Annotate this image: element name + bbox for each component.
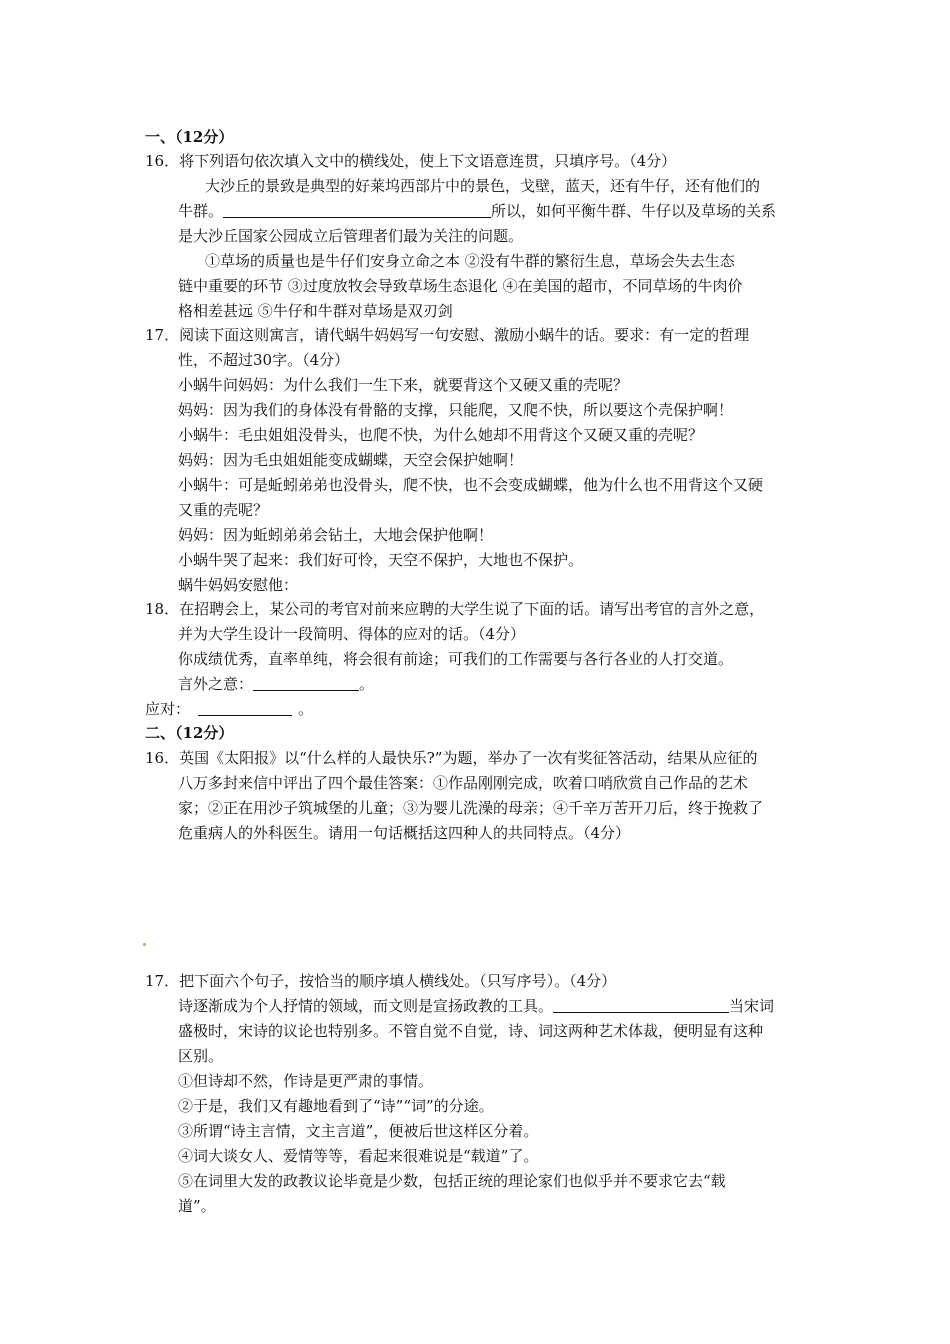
q18-implication-label: 言外之意： bbox=[178, 675, 254, 693]
s2-q17-passage-line: 区别。 bbox=[178, 1047, 224, 1065]
q18-quote: 你成绩优秀，直率单纯，将会很有前途；可我们的工作需要与各行各业的人打交道。 bbox=[178, 650, 734, 668]
s2-q17-passage-text: 当宋词 bbox=[729, 997, 775, 1015]
s2-q17-passage-line bbox=[178, 994, 774, 1019]
s2-q17-option: ④词大谈女人、爱情等等，看起来很难说是“载道”了。 bbox=[178, 1147, 539, 1165]
s2-q17-option: 道”。 bbox=[178, 1197, 216, 1215]
q16-passage-text: 牛群。 bbox=[178, 202, 224, 220]
q16-passage-line bbox=[178, 199, 776, 224]
q18-implication-blank[interactable] bbox=[253, 674, 359, 691]
stray-mark bbox=[143, 943, 146, 946]
q16-passage-line: 大沙丘的景致是典型的好莱坞西部片中的景色，戈壁，蓝天，还有牛仔，还有他们的 bbox=[205, 177, 761, 195]
s2-q17-option: ⑤在词里大发的政教议论毕竟是少数，包括正统的理论家们也似乎并不要求它去“载 bbox=[178, 1172, 726, 1190]
s2-q16-line: 危重病人的外科医生。请用一句话概括这四种人的共同特点。（4分） bbox=[178, 824, 631, 842]
s2-q16-line: 家；②正在用沙子筑城堡的儿童；③为婴儿洗澡的母亲；④千辛万苦开刀后，终于挽救了 bbox=[178, 799, 764, 817]
q18-prompt-cont: 并为大学生设计一段简明、得体的应对的话。（4分） bbox=[178, 625, 526, 643]
q16-option-line: ①草场的质量也是牛仔们安身立命之本 ②没有牛群的繁衍生息，草场会失去生态 bbox=[205, 252, 735, 270]
q16-prompt: 16．将下列语句依次填入文中的横线处，使上下文语意连贯，只填序号。（4分） bbox=[145, 152, 677, 170]
s2-q17-prompt: 17．把下面六个句子，按恰当的顺序填人横线处。（只写序号）。（4分） bbox=[145, 972, 617, 990]
s2-q17-passage-text: 诗逐渐成为个人抒情的领域，而文则是宣扬政教的工具。 bbox=[178, 997, 554, 1015]
q17-fable-line: 又重的壳呢？ bbox=[178, 501, 269, 519]
q17-fable-line: 妈妈：因为蚯蚓弟弟会钻土，大地会保护他啊！ bbox=[178, 526, 494, 544]
q17-fable-line: 小蜗牛哭了起来：我们好可怜，天空不保护，大地也不保护。 bbox=[178, 551, 584, 569]
q18-response-line bbox=[145, 697, 313, 722]
q16-option-line: 格相差甚远 ⑤牛仔和牛群对草场是双刃剑 bbox=[178, 302, 453, 320]
q18-implication-line bbox=[178, 672, 374, 697]
q17-prompt: 17．阅读下面这则寓言，请代蜗牛妈妈写一句安慰、激励小蜗牛的话。要求：有一定的哲理 bbox=[145, 326, 750, 344]
section-2-heading: 二、（12分） bbox=[145, 724, 234, 742]
q18-response-label: 应对： bbox=[145, 700, 191, 718]
q18-prompt: 18．在招聘会上，某公司的考官对前来应聘的大学生说了下面的话。请写出考官的言外之意， bbox=[145, 600, 765, 618]
q17-fable-line: 小蜗牛：可是蚯蚓弟弟也没骨头，爬不快，也不会变成蝴蝶，他为什么也不用背这个又硬 bbox=[178, 476, 764, 494]
section-1-heading: 一、（12分） bbox=[145, 128, 234, 146]
q17-prompt-cont: 性，不超过30字。（4分） bbox=[178, 351, 350, 369]
q16-answer-blank[interactable] bbox=[223, 201, 491, 218]
q17-fable-line: 妈妈：因为我们的身体没有骨骼的支撑，只能爬，又爬不快，所以要这个壳保护啊！ bbox=[178, 401, 734, 419]
q17-fable-line: 妈妈：因为毛虫姐姐能变成蝴蝶，天空会保护她啊！ bbox=[178, 451, 524, 469]
q16-passage-line: 是大沙丘国家公园成立后管理者们最为关注的问题。 bbox=[178, 227, 524, 245]
s2-q16-prompt: 16．英国《太阳报》以“什么样的人最快乐?”为题，举办了一次有奖征答活动，结果从应征的 bbox=[145, 749, 758, 767]
q18-response-blank[interactable] bbox=[198, 699, 292, 716]
q18-implication-end: 。 bbox=[359, 675, 375, 693]
q17-fable-line: 小蜗牛：毛虫姐姐没骨头，也爬不快，为什么她却不用背这个又硬又重的壳呢？ bbox=[178, 426, 704, 444]
s2-q17-answer-blank[interactable] bbox=[553, 996, 729, 1013]
q17-fable-line: 小蜗牛问妈妈：为什么我们一生下来，就要背这个又硬又重的壳呢？ bbox=[178, 376, 629, 394]
q16-passage-text: 所以，如何平衡牛群、牛仔以及草场的关系 bbox=[491, 202, 777, 220]
q17-fable-line: 蜗牛妈妈安慰他： bbox=[178, 576, 299, 594]
s2-q16-line: 八万多封来信中评出了四个最佳答案：①作品刚刚完成，吹着口哨欣赏自己作品的艺术 bbox=[178, 774, 749, 792]
q16-option-line: 链中重要的环节 ③过度放牧会导致草场生态退化 ④在美国的超市，不同草场的牛肉价 bbox=[178, 277, 743, 295]
s2-q17-passage-line: 盛极时，宋诗的议论也特别多。不管自觉不自觉，诗、词这两种艺术体裁，便明显有这种 bbox=[178, 1022, 764, 1040]
q18-response-end: 。 bbox=[298, 700, 314, 718]
s2-q17-option: ③所谓“诗主言情，文主言道”，便被后世这样区分着。 bbox=[178, 1122, 539, 1140]
s2-q17-option: ①但诗却不然，作诗是更严肃的事情。 bbox=[178, 1072, 434, 1090]
s2-q17-option: ②于是，我们又有趣地看到了“诗”“词”的分途。 bbox=[178, 1097, 494, 1115]
